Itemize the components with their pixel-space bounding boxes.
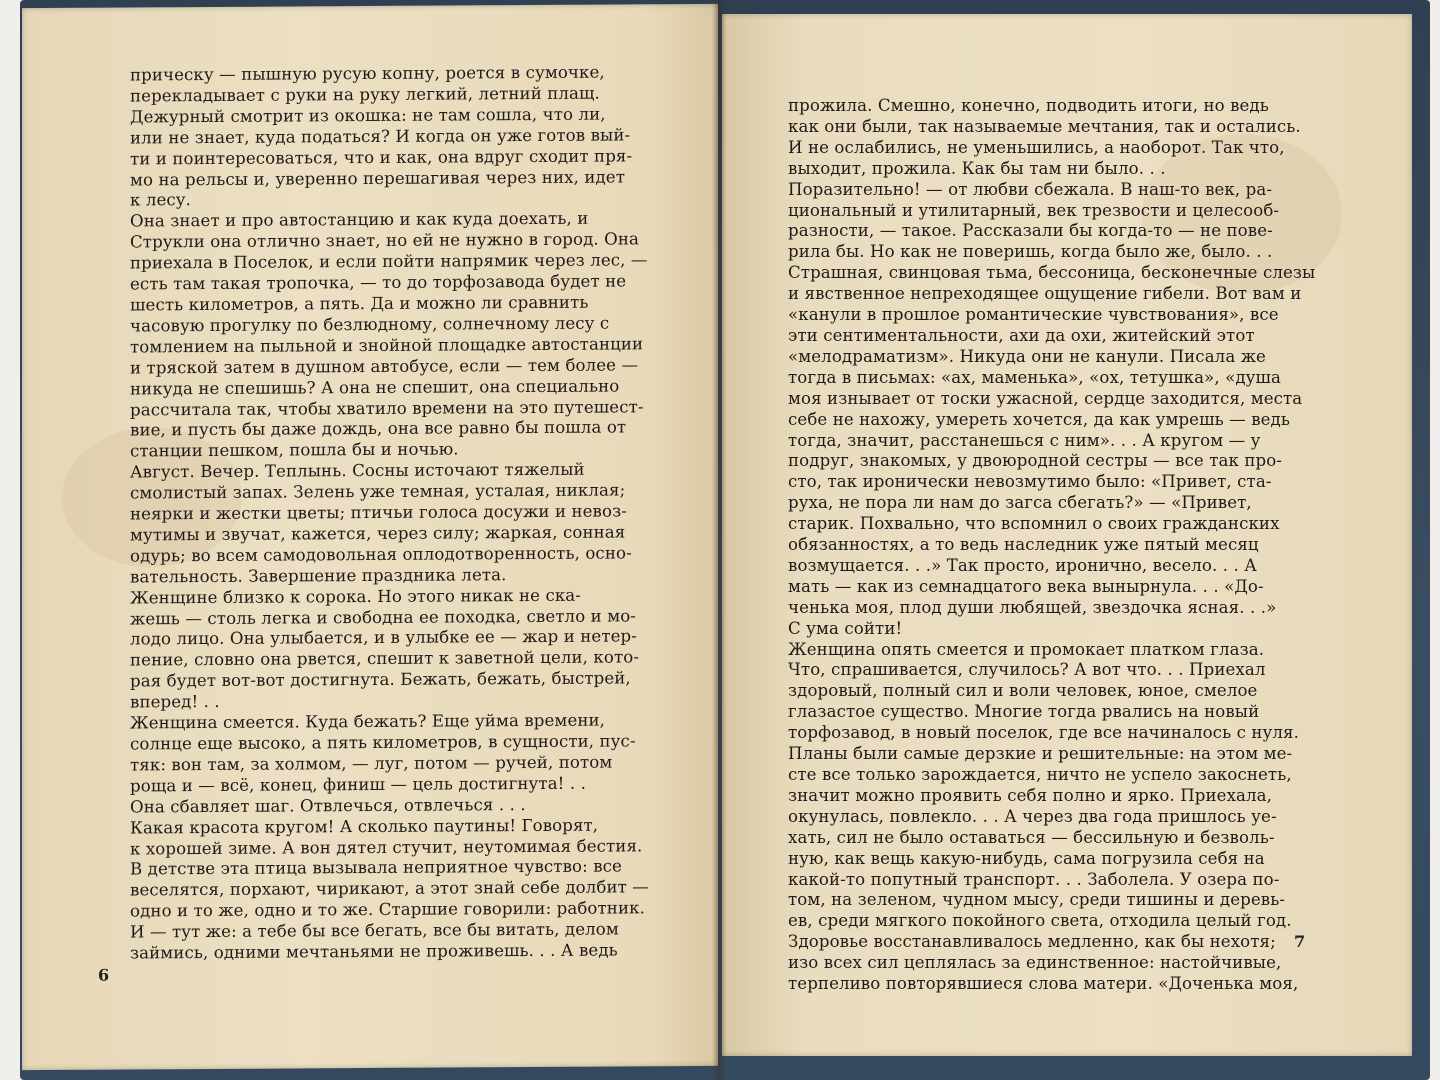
text-line: вательность. Завершение праздника лета. — [130, 564, 507, 587]
text-line: ную, как вещь какую-нибудь, сама погрузила себя на — [788, 848, 1265, 868]
text-line: выходит, прожила. Как бы там ни было. . . — [788, 158, 1166, 178]
text-line: займись, одними мечтаньями не проживешь. . . А ведь — [130, 940, 618, 963]
text-line: какой-то попутный транспорт. . . Заболела. У озера по- — [788, 869, 1280, 889]
text-line: Что, спрашивается, случилось? А вот что. . . Приехал — [788, 660, 1266, 680]
text-line: здоровый, полный сил и воли человек, юное, смелое — [788, 681, 1258, 701]
text-line: ти и поинтересоваться, что и как, она вдруг сходит пря- — [130, 146, 633, 169]
text-line: жешь — столь легка и свободна ее походка, светло и мо- — [130, 605, 637, 629]
text-line: Женщине близко к сорока. Но этого никак не ска- — [130, 585, 582, 608]
text-line: циональный и утилитарный, век трезвости и целесооб- — [788, 200, 1280, 220]
text-line: подруг, знакомых, у двоюродной сестры — все так про- — [788, 451, 1283, 471]
text-line: разности, — такое. Рассказали бы когда-то — не пове- — [788, 221, 1273, 241]
text-line: сто, так иронически невозмутимо было: «Привет, ста- — [788, 472, 1272, 492]
text-line: прическу — пышную русую копну, роется в сумочке, — [130, 62, 605, 85]
text-line: пение, словно она рвется, спешит к заветной цели, кото- — [130, 647, 640, 670]
text-line: И — тут же: а тебе бы все бегать, все бы витать, делом — [130, 919, 619, 942]
text-line: «канули в прошлое романтические чувствования», все — [788, 305, 1279, 325]
text-line: Какая красота кругом! А сколько паутины! Говорят, — [130, 815, 599, 838]
text-line: к хорошей зиме. А вон дятел стучит, неутомимая бестия. — [130, 835, 643, 858]
text-line: томлением на пыльной и знойной площадке автостанции — [130, 334, 644, 357]
text-line: Она знает и про автостанцию и как куда доехать, и — [130, 209, 589, 231]
text-line: руха, не пора ли нам до загса сбегать?» — «Привет, — [788, 493, 1252, 513]
text-line: окунулась, повлекло. . . А через два года пришлось уе- — [788, 806, 1277, 826]
text-line: моя изнывает от тоски ужасной, сердце заходится, места — [788, 388, 1303, 408]
text-line: значит можно проявить себя полно и ярко. Приехала, — [788, 785, 1273, 805]
text-line: рила бы. Но как не поверишь, когда было же, было. . . — [788, 242, 1273, 262]
text-line: Поразительно! — от любви сбежала. В наш-то век, ра- — [788, 179, 1273, 199]
text-line: смолистый запах. Зелень уже темная, усталая, никлая; — [130, 480, 626, 503]
text-line: Планы были самые дерзкие и решительные: на этом ме- — [788, 744, 1293, 764]
text-line: сте все только зарождается, ничто не успело закоснеть, — [788, 765, 1292, 784]
text-line: ев, среди мягкого покойного света, отходила целый год. — [788, 911, 1292, 931]
text-line: Дежурный смотрит из окошка: не там сошла, что ли, — [130, 104, 606, 127]
text-line: обязанностях, а то ведь наследник уже пятый месяц — [788, 535, 1259, 555]
text-line: ченька моя, плод души любящей, звездочка ясная. . .» — [788, 597, 1277, 617]
text-line: рая будет вот-вот достигнута. Бежать, бежать, быстрей, — [130, 668, 631, 691]
text-line: часовую прогулку по безлюдному, солнечному лесу с — [130, 313, 610, 336]
text-line: к лесу. — [130, 190, 192, 210]
text-line: вперед! . . — [130, 692, 220, 712]
text-line: С ума сойти! — [788, 618, 903, 638]
left-page — [22, 4, 718, 1070]
text-line: Август. Вечер. Теплынь. Сосны источают тяжелый — [130, 459, 585, 482]
text-line: Женщина смеется. Куда бежать? Еще уйма времени, — [130, 710, 606, 733]
text-line: или не знает, куда податься? И когда он уже готов вый- — [130, 125, 631, 148]
text-line: есть там такая тропочка, — то до торфозавода будет не — [130, 271, 627, 294]
text-line: себе не нахожу, умереть хочется, да как умрешь — ведь — [788, 409, 1291, 429]
text-line: глазастое существо. Многие тогда рвались на новый — [788, 702, 1260, 722]
text-line: солнце еще высоко, а пять километров, в сущности, пус- — [130, 731, 636, 754]
text-line: изо всех сил цеплялась за единственное: настойчивые, — [788, 953, 1282, 973]
text-line: тогда, значит, расстанешься с ним». . . А кругом — у — [788, 430, 1261, 450]
text-line: лодо лицо. Она улыбается, и в улыбке ее — жар и нетер- — [130, 626, 637, 649]
text-line: рассчитала так, чтобы хватило времени на это путешест- — [130, 396, 644, 419]
text-line: том, на зеленом, чудном мысу, среди тишины и деревь- — [788, 890, 1286, 910]
text-line: Страшная, свинцовая тьма, бессоница, бесконечные слезы — [788, 263, 1316, 283]
text-line: Струкли она отлично знает, но ей не нужно в город. Она — [130, 229, 640, 252]
text-line: неярки и жестки цветы; птичьи голоса досужи и невоз- — [130, 501, 627, 524]
right-page — [722, 14, 1412, 1056]
text-line: как они были, так называемые мечтания, так и остались. — [788, 116, 1301, 136]
text-line: станции пешком, пошла бы и ночью. — [130, 439, 459, 461]
text-line: веселятся, порхают, чирикают, а этот знай себе долбит — — [130, 877, 649, 900]
text-line: Женщина опять смеется и промокает платком глаза. — [788, 639, 1265, 659]
text-line: эти сентиментальности, ахи да охи, житейский этот — [788, 325, 1255, 345]
text-line: шесть километров, а пять. Да и можно ли сравнить — [130, 292, 589, 315]
text-line: Здоровье восстанавливалось медленно, как бы нехотя; — [788, 932, 1276, 952]
text-line: одурь; во всем самодовольная оплодотворенность, осно- — [130, 543, 632, 566]
left-page-number: 6 — [98, 965, 110, 985]
text-line: роща и — всё, конец, финиш — цель достигнута! . . — [130, 773, 586, 796]
text-line: В детстве эта птица вызывала неприятное чувство: все — [130, 856, 622, 879]
right-page-number: 7 — [1294, 932, 1306, 951]
text-line: приехала в Поселок, и если пойти напрямик через лес, — — [130, 250, 648, 273]
book-gutter — [712, 0, 726, 1080]
text-line: И не ослабились, не уменьшились, а наоборот. Так что, — [788, 137, 1285, 157]
text-line: старик. Похвально, что вспомнил о своих гражданских — [788, 514, 1280, 534]
text-line: мутимы и звучат, кажется, через силу; жаркая, сонная — [130, 522, 626, 545]
text-line: торфозавод, в новый поселок, где все начиналось с нуля. — [788, 723, 1299, 743]
text-line: перекладывает с руки на руку легкий, летний плащ. — [130, 83, 600, 106]
text-line: мать — как из семнадцатого века вынырнула. . . «До- — [788, 576, 1264, 596]
text-line: вие, и пусть бы даже дождь, она все равно бы пошла от — [130, 417, 627, 440]
left-page-text — [130, 62, 695, 964]
text-line: тяк: вон там, за холмом, — луг, потом — ручей, потом — [130, 752, 613, 775]
right-page-text — [788, 96, 1378, 995]
text-line: одно и то же, одно и то же. Старшие говорили: работник. — [130, 898, 645, 921]
text-line: Она сбавляет шаг. Отвлечься, отвлечься . . . — [130, 794, 526, 817]
text-line: никуда не спешишь? А она не спешит, она специально — [130, 376, 620, 399]
text-line: тогда в письмах: «ах, маменька», «ох, тетушка», «душа — [788, 367, 1282, 387]
text-line: и явственное непреходящее ощущение гибели. Вот вам и — [788, 284, 1302, 304]
text-line: и тряской затем в душном автобусе, если — тем более — — [130, 355, 639, 378]
text-line: терпеливо повторявшиеся слова матери. «Доченька моя, — [788, 974, 1299, 994]
text-line: прожила. Смешно, конечно, подводить итоги, но ведь — [788, 96, 1269, 115]
text-line: хать, сил не было оставаться — бессильную и безволь- — [788, 827, 1275, 847]
text-line: возмущается. . .» Так просто, иронично, весело. . . А — [788, 555, 1257, 575]
text-line: «мелодраматизм». Никуда они не канули. Писала же — [788, 346, 1266, 366]
text-line: мо на рельсы и, уверенно перешагивая через них, идет — [130, 166, 625, 189]
